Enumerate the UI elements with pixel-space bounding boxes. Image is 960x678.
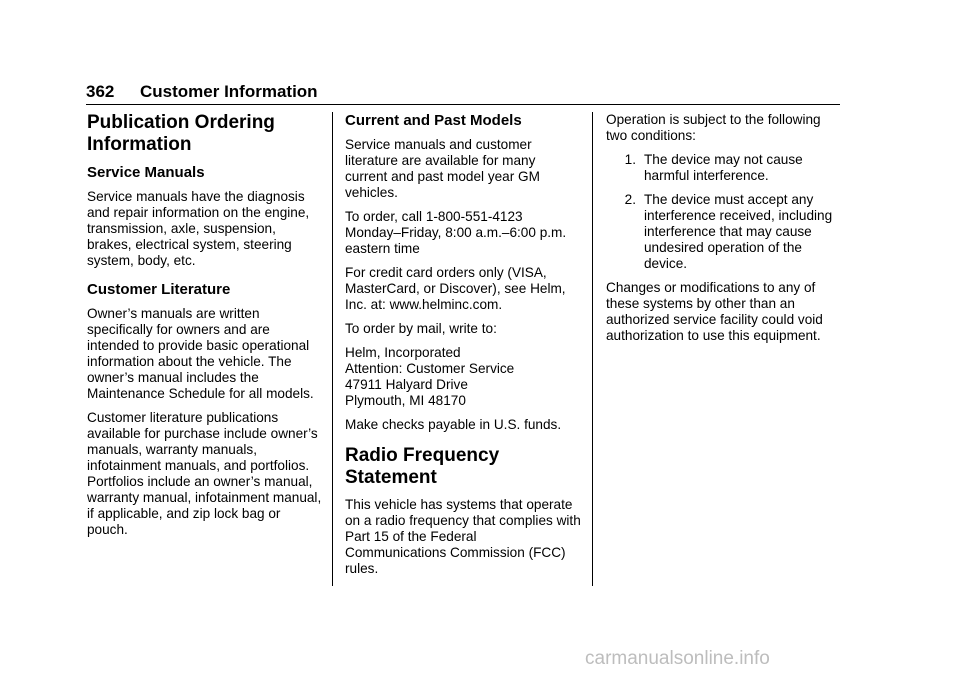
credit-card-text: For credit card orders only (VISA, MasterCard, or Discover), see Helm, Inc. at: www.helminc.com.: [345, 265, 566, 312]
list-item-number: 1.: [624, 152, 636, 167]
publication-ordering-heading: Publication Ordering Information: [87, 112, 275, 155]
order-mail-text: To order by mail, write to:: [345, 321, 497, 336]
customer-literature-p2: Customer literature publications available for purchase include owner’s manuals, warranty manuals, infotainment manuals, and portfolios. Portfolios include an owner’s manual, warranty manual, infotainment manual, if applicable, and zip lock bag or pouch.: [87, 410, 322, 537]
conditions-intro: Operation is subject to the following two conditions:: [606, 112, 821, 143]
column-1: [87, 112, 323, 546]
page-number: 362: [86, 82, 115, 101]
customer-literature-heading: Customer Literature: [87, 281, 231, 298]
service-manuals-text: Service manuals have the diagnosis and repair information on the engine, transmission, axle, suspension, brakes, electrical system, steering system, body, etc.: [87, 189, 310, 268]
column-2: [345, 112, 581, 585]
list-item: [606, 152, 842, 184]
order-phone-text: To order, call 1-800-551-4123 Monday–Friday, 8:00 a.m.–6:00 p.m. eastern time: [345, 209, 567, 256]
conditions-list: [606, 152, 842, 272]
customer-literature-p1: Owner’s manuals are written specifically for owners and are intended to provide basic operational information about the vehicle. The owner’s manual includes the Maintenance Schedule for all models.: [87, 306, 314, 401]
list-item-text: The device must accept any interference received, including interference that may cause undesired operation of the device.: [644, 192, 833, 271]
list-item: [606, 192, 842, 272]
checks-payable-text: Make checks payable in U.S. funds.: [345, 417, 562, 432]
mailing-address: [345, 345, 581, 409]
column-divider-1: [332, 112, 333, 586]
current-past-p1: Service manuals and customer literature are available for many current and past model year GM vehicles.: [345, 137, 540, 200]
column-3: [606, 112, 842, 352]
list-item-text: The device may not cause harmful interference.: [644, 152, 803, 183]
radio-frequency-heading: Radio Frequency Statement: [345, 445, 500, 488]
address-line: Helm, Incorporated: [345, 345, 461, 360]
page-section-title: Customer Information: [140, 82, 318, 101]
service-manuals-heading: Service Manuals: [87, 164, 205, 181]
address-line: Plymouth, MI 48170: [345, 393, 466, 408]
current-past-models-heading: Current and Past Models: [345, 112, 522, 129]
modifications-text: Changes or modifications to any of these systems by other than an authorized service facility could void authorization to use this equipment.: [606, 280, 823, 343]
list-item-number: 2.: [624, 192, 636, 207]
address-line: 47911 Halyard Drive: [345, 377, 468, 392]
page-header: [86, 82, 840, 105]
address-line: Attention: Customer Service: [345, 361, 515, 376]
column-divider-2: [592, 112, 593, 586]
watermark-text: carmanualsonline.info: [585, 648, 770, 669]
radio-frequency-text: This vehicle has systems that operate on a radio frequency that complies with Part 15 of the Federal Communications Commission (FCC) rules.: [345, 497, 581, 576]
